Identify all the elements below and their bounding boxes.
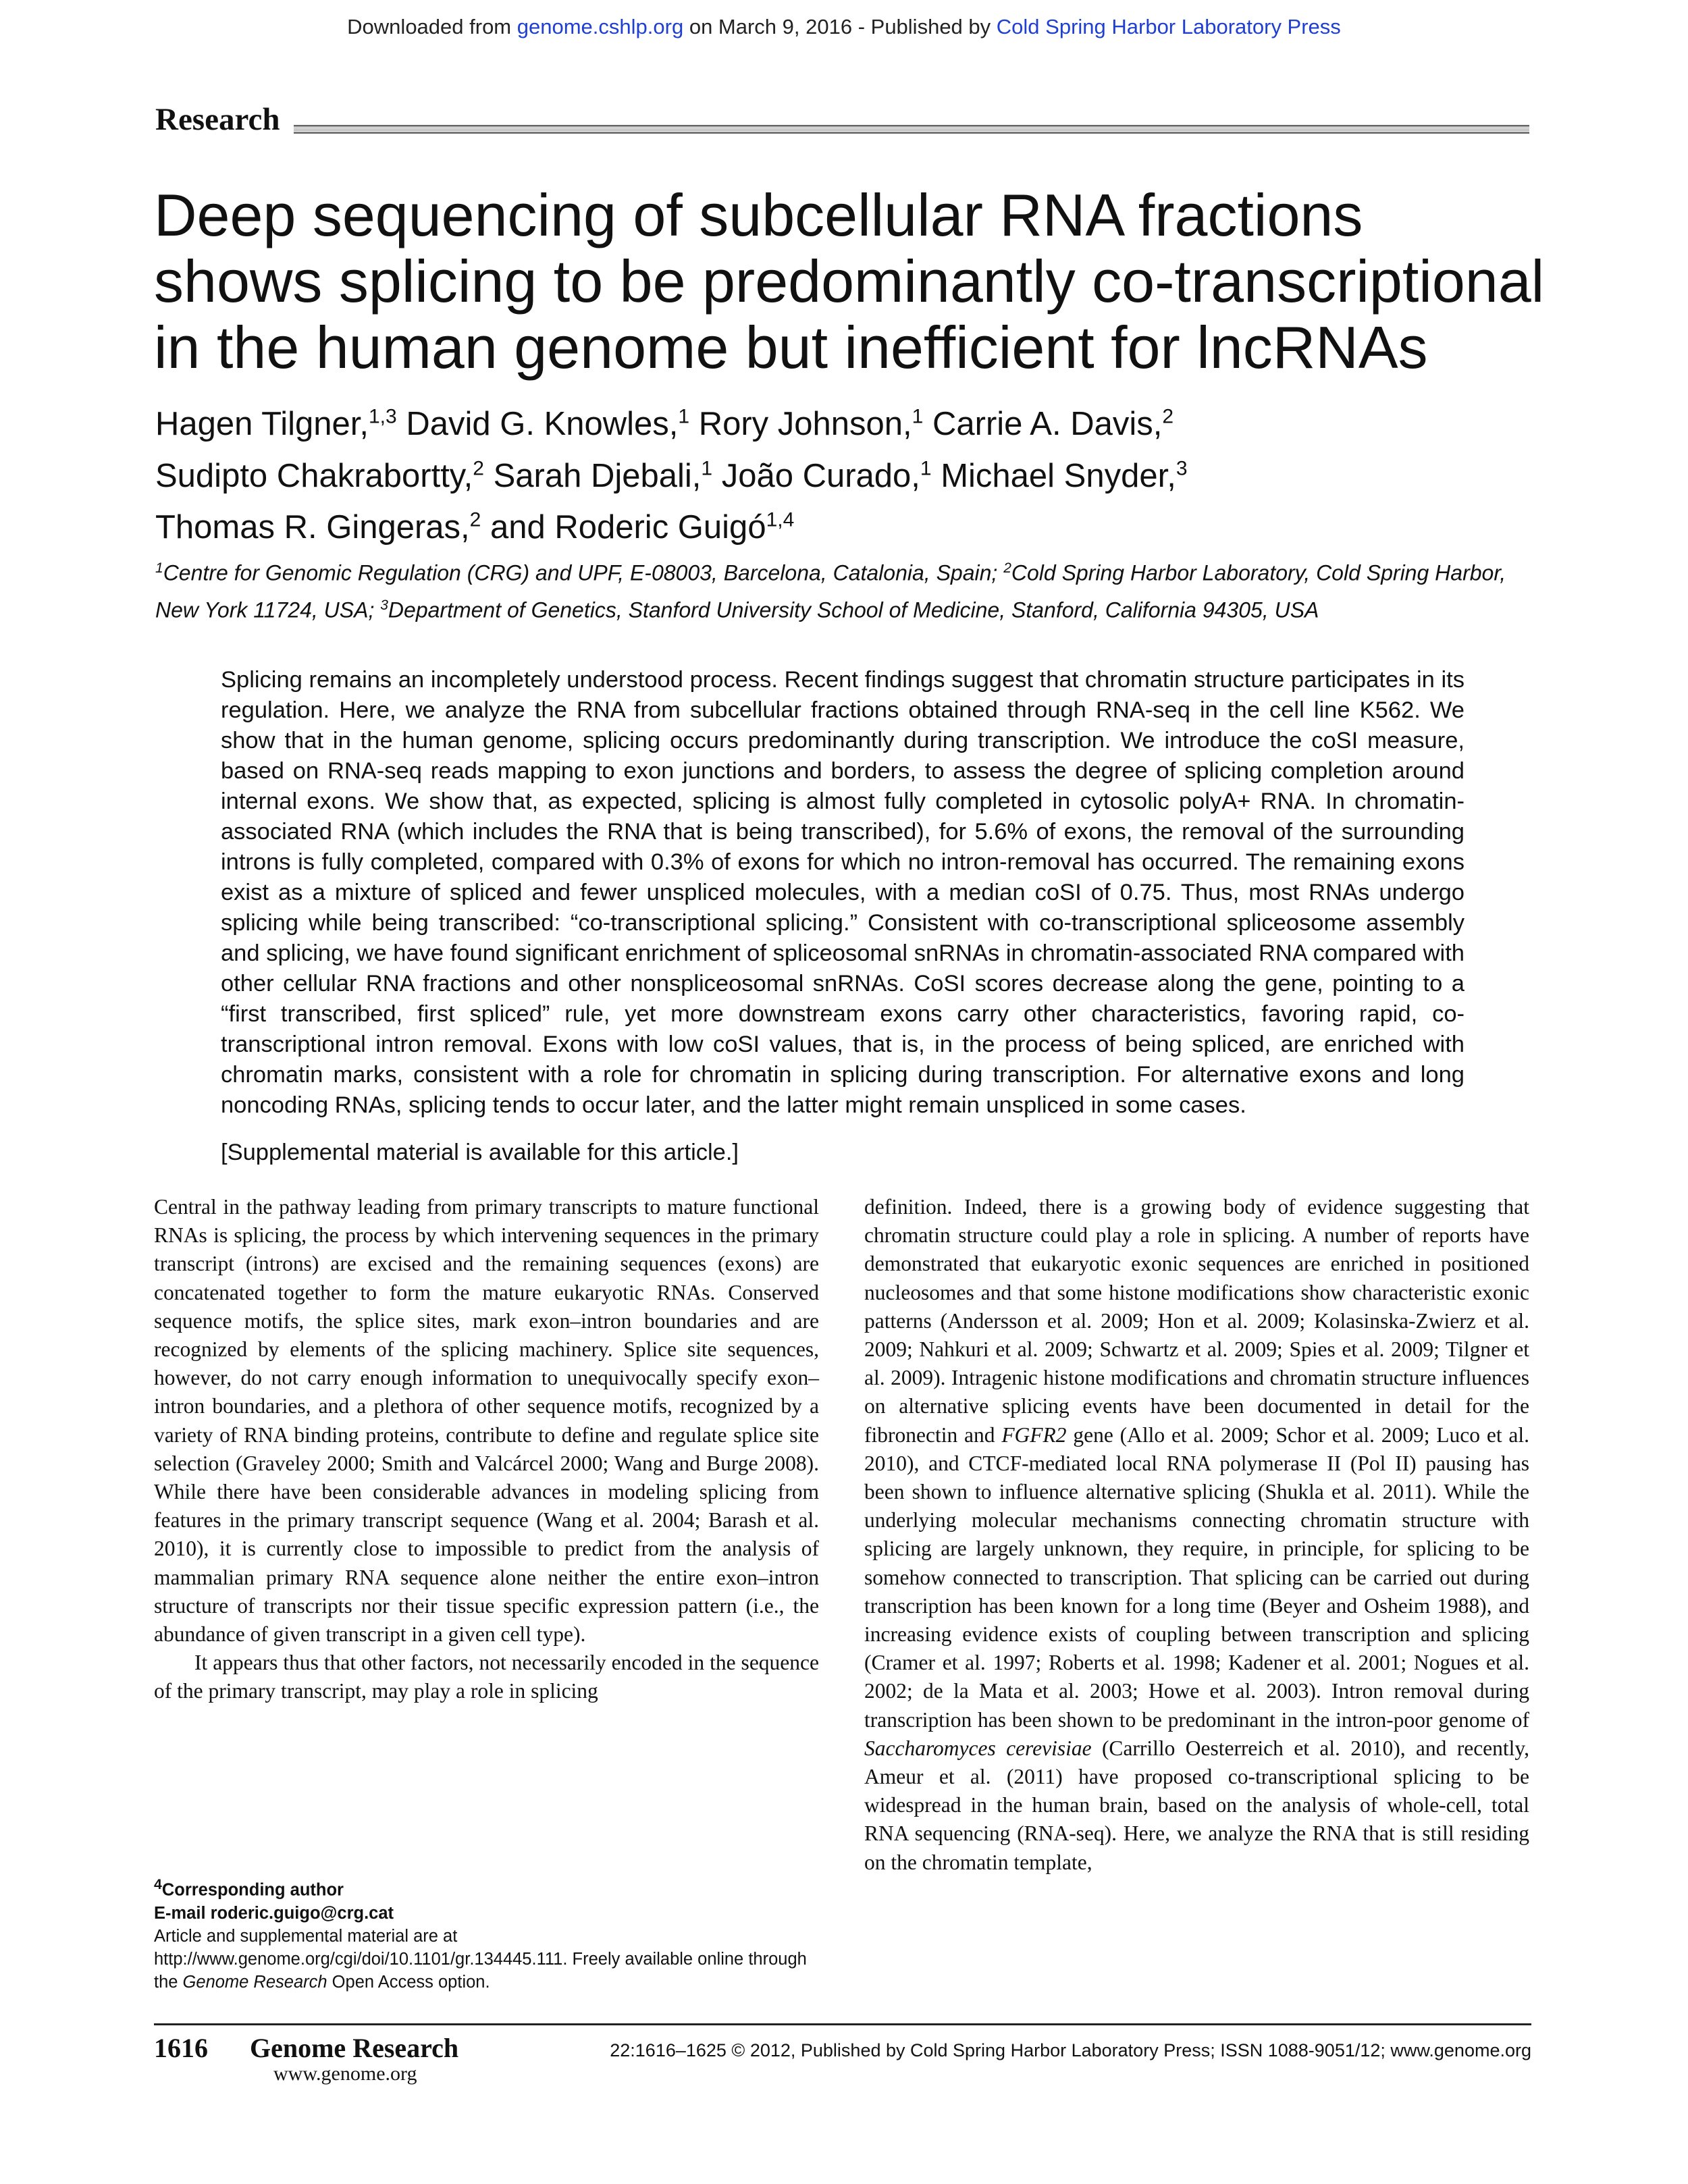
journal-url: www.genome.org (273, 2062, 417, 2085)
author: Hagen Tilgner,$^{1,3}$ (155, 406, 397, 443)
affiliations: $^1$Centre for Genomic Regulation (CRG) and UPF, E-08003, Barcelona, Catalonia, Spain; $^2$Cold Spring Harbor Laboratory, Cold Spring Harbor, New York 11724, USA; $^3$Department of Genetics, Stanford University School of Medicine, Stanford, California 94305, USA (155, 560, 1506, 622)
citation-line: 22:1616–1625 © 2012, Published by Cold Spring Harbor Laboratory Press; ISSN 1088-9051/12; www.genome.org (610, 2040, 1531, 2060)
body-paragraph: It appears thus that other factors, not necessarily encoded in the sequence of the primary transcript, may play a role in splicing (154, 1651, 819, 1703)
banner-prefix: Downloaded from (347, 15, 512, 38)
section-rule (294, 125, 1529, 134)
author-list (155, 395, 1533, 550)
footnote (154, 1873, 819, 1994)
journal-name: Genome Research (250, 2033, 459, 2063)
banner-middle: on March 9, 2016 - Published by (689, 15, 991, 38)
author: Sarah Djebali,$^1$ (493, 457, 713, 494)
author: and Roderic Guigó$^{1,4}$ (490, 508, 795, 545)
gene-name: FGFR2 (1001, 1422, 1067, 1447)
article-title: Deep sequencing of subcellular RNA fractions shows splicing to be predominantly co-transcriptional in the human genome but inefficient for lncRNAs (154, 182, 1545, 381)
affiliation: Cold Spring Harbor Laboratory, Cold Spring Harbor, New York 11724, USA; (155, 560, 1506, 622)
body-paragraph: Central in the pathway leading from primary transcripts to mature functional RNAs is splicing, the process by which intervening sequences in the primary transcript (introns) are excised and the remaining sequences (exons) are concatenated together to form the mature eukaryotic RNAs. Conserved sequence motifs, the splice sites, mark exon–intron boundaries and are recognized by elements of the splicing machinery. Splice site sequences, however, do not carry enough information to unequivocally specify exon–intron boundaries, and a plethora of other sequence motifs, recognized by a variety of RNA binding proteins, contribute to define and regulate splice site selection (Graveley 2000; Smith and Valcárcel 2000; Wang and Burge 2008). While there have been considerable advances in modeling splicing from features in the primary transcript sequence (Wang et al. 2004; Barash et al. 2010), it is currently close to impossible to predict from the analysis of mammalian primary RNA sequence alone neither the entire exon–intron structure of transcripts nor their tissue specific expression pattern (i.e., the abundance of given transcript in a given cell type). (154, 1195, 819, 1647)
page-number: 1616 (154, 2033, 208, 2063)
site-link[interactable]: genome.cshlp.org (517, 15, 684, 38)
author: Thomas R. Gingeras,$^2$ (155, 508, 481, 545)
author: David G. Knowles,$^1$ (406, 406, 690, 443)
body-column-right (864, 1193, 1529, 1877)
body-column-left (154, 1193, 819, 1706)
author: Michael Snyder,$^3$ (941, 457, 1188, 494)
publisher-link[interactable]: Cold Spring Harbor Laboratory Press (996, 15, 1341, 38)
article-access-note: Article and supplemental material are at http://www.genome.org/cgi/doi/10.1101/gr.134445.111. Freely available online through the Genome Research Open Access option. (154, 1926, 807, 1992)
author: Sudipto Chakrabortty,$^2$ (155, 457, 484, 494)
author: Carrie A. Davis,$^2$ (932, 406, 1174, 443)
author: João Curado,$^1$ (721, 457, 932, 494)
affiliation: Centre for Genomic Regulation (CRG) and UPF, E-08003, Barcelona, Catalonia, Spain; (163, 560, 998, 585)
body-paragraph: definition. Indeed, there is a growing body of evidence suggesting that chromatin structure could play a role in splicing. A number of reports have demonstrated that eukaryotic exonic sequences are enriched in positioned nucleosomes and that some histone modifications show characteristic exonic patterns (Andersson et al. 2009; Hon et al. 2009; Kolasinska-Zwierz et al. 2009; Nahkuri et al. 2009; Schwartz et al. 2009; Spies et al. 2009; Tilgner et al. 2009). Intragenic histone modifications and chromatin structure influences on alternative splicing events have been documented in detail for the fibronectin and FGFR2 gene (Allo et al. 2009; Schor et al. 2009; Luco et al. 2010), and CTCF-mediated local RNA polymerase II (Pol II) pausing has been shown to influence alternative splicing (Shukla et al. 2011). While the underlying molecular mechanisms connecting chromatin structure with splicing are largely unknown, they require, in principle, for splicing to be somehow connected to transcription. That splicing can be carried out during transcription has been known for a long time (Beyer and Osheim 1988), and increasing evidence exists of coupling between transcription and splicing (Cramer et al. 1997; Roberts et al. 1998; Kadener et al. 2001; Nogues et al. 2002; de la Mata et al. 2003; Howe et al. 2003). Intron removal during transcription has been shown to be predominant in the intron-poor genome of Saccharomyces cerevisiae (Carrillo Oesterreich et al. 2010), and recently, Ameur et al. (2011) have proposed co-transcriptional splicing to be widespread in the human brain, based on the analysis of whole-cell, total RNA sequencing (RNA-seq). Here, we analyze the RNA that is still residing on the chromatin template, (864, 1195, 1530, 1874)
supplemental-note: [Supplemental material is available for this article.] (221, 1140, 739, 1165)
author: Rory Johnson,$^1$ (698, 406, 924, 443)
affiliation: Department of Genetics, Stanford University School of Medicine, Stanford, California 94305, USA (388, 597, 1319, 622)
footer-rule (154, 2023, 1531, 2025)
abstract: Splicing remains an incompletely understood process. Recent findings suggest that chromatin structure participates in its regulation. Here, we analyze the RNA from subcellular fractions obtained through RNA-seq in the cell line K562. We show that in the human genome, splicing occurs predominantly during transcription. We introduce the coSI measure, based on RNA-seq reads mapping to exon junctions and borders, to assess the degree of splicing completion around internal exons. We show that, as expected, splicing is almost fully completed in cytosolic polyA+ RNA. In chromatin-associated RNA (which includes the RNA that is being transcribed), for 5.6% of exons, the removal of the surrounding introns is fully completed, compared with 0.3% of exons for which no intron-removal has occurred. The remaining exons exist as a mixture of spliced and fewer unspliced molecules, with a median coSI of 0.75. Thus, most RNAs undergo splicing while being transcribed: “co-transcriptional splicing.” Consistent with co-transcriptional spliceosome assembly and splicing, we have found significant enrichment of spliceosomal snRNAs in chromatin-associated RNA compared with other cellular RNA fractions and other nonspliceosomal snRNAs. CoSI scores decrease along the gene, pointing to a “first transcribed, first spliced” rule, yet more downstream exons carry other characteristics, favoring rapid, co-transcriptional intron removal. Exons with low coSI values, that is, in the process of being spliced, are enriched with chromatin marks, consistent with a role for chromatin in splicing during transcription. For alternative exons and long noncoding RNAs, splicing tends to occur later, and the latter might remain unspliced in some cases. (221, 667, 1465, 1118)
corresponding-author: $^4$Corresponding author (154, 1876, 344, 1900)
download-banner (0, 15, 1688, 39)
corresponding-email[interactable]: E-mail roderic.guigo@crg.cat (154, 1903, 394, 1923)
species-name: Saccharomyces cerevisiae (864, 1736, 1092, 1760)
section-label: Research (155, 102, 280, 137)
